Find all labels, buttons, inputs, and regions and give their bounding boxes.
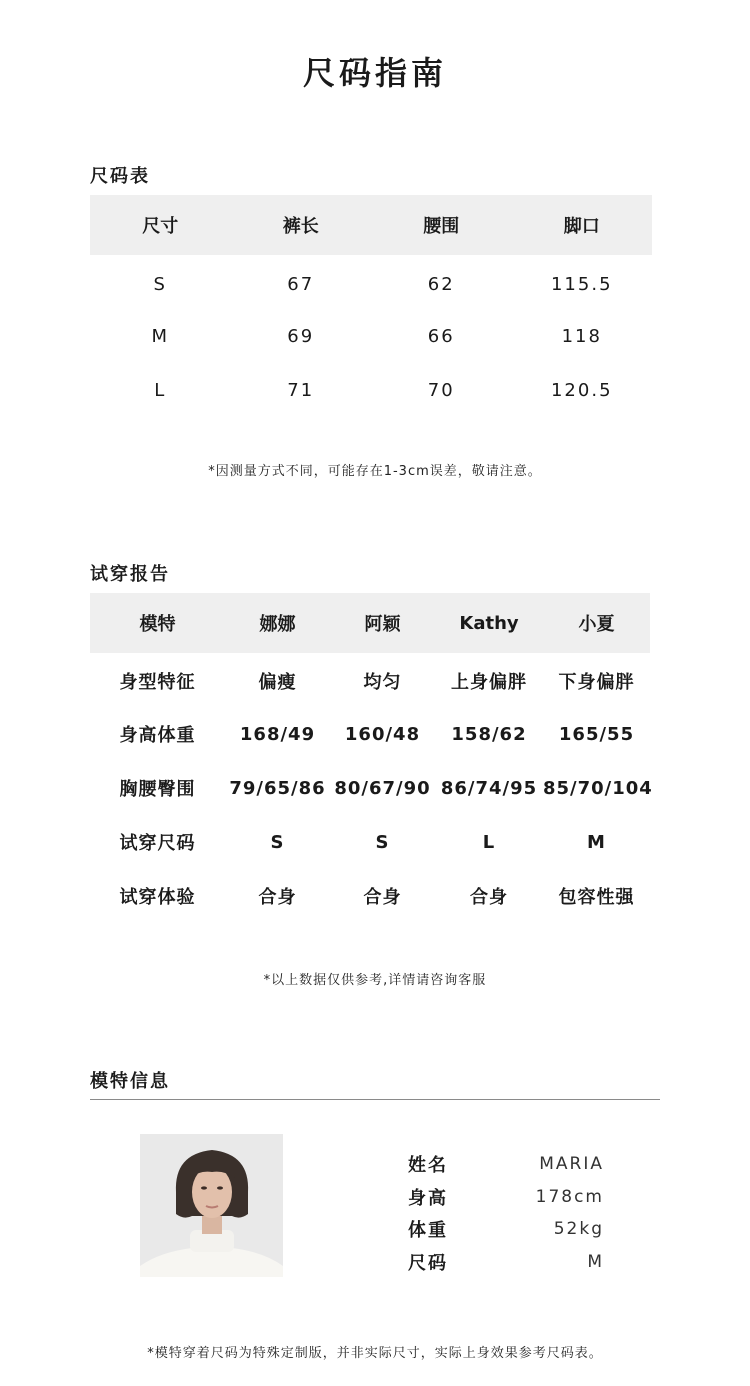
model-info-list	[408, 1148, 604, 1278]
fit-header-cell: 小夏	[578, 614, 615, 635]
page-title: 尺码指南	[302, 54, 447, 92]
table-cell: 合身	[470, 887, 508, 908]
model-info-row-height	[408, 1181, 604, 1214]
info-key: 体重	[408, 1220, 448, 1242]
info-key: 尺码	[408, 1252, 448, 1274]
table-cell: 70	[427, 379, 455, 401]
info-value: 178cm	[535, 1186, 604, 1207]
table-cell: M	[587, 831, 606, 853]
model-info-row-size	[408, 1246, 604, 1279]
table-row	[90, 707, 650, 761]
table-cell: 试穿尺码	[119, 833, 196, 854]
section-divider	[90, 1099, 660, 1100]
fit-header-cell: 娜娜	[259, 614, 296, 635]
info-key: 身高	[408, 1187, 448, 1209]
model-info-row-name	[408, 1148, 604, 1181]
table-row	[90, 869, 650, 923]
model-info-row-weight	[408, 1213, 604, 1246]
table-cell: 67	[287, 273, 315, 295]
table-cell: 85/70/104	[543, 777, 653, 799]
table-cell: 偏瘦	[258, 672, 297, 693]
table-cell: 80/67/90	[334, 777, 431, 799]
size-note: *因测量方式不同，可能存在1-3cm误差，敬请注意。	[208, 464, 542, 479]
model-section-title: 模特信息	[90, 1071, 170, 1092]
model-portrait-photo	[140, 1134, 283, 1277]
table-cell: L	[482, 831, 496, 853]
table-cell: 71	[287, 379, 315, 401]
info-value: M	[587, 1251, 604, 1272]
fit-note: *以上数据仅供参考,详情请咨询客服	[263, 973, 487, 988]
table-cell: 120.5	[550, 379, 613, 401]
table-row	[90, 815, 650, 869]
fit-header-cell: Kathy	[459, 612, 519, 634]
size-section-title: 尺码表	[90, 166, 150, 187]
info-value: MARIA	[539, 1154, 604, 1175]
table-row	[90, 653, 650, 707]
table-row	[90, 363, 652, 417]
table-cell: 身型特征	[119, 672, 196, 693]
model-note: *模特穿着尺码为特殊定制版，并非实际尺寸，实际上身效果参考尺码表。	[147, 1346, 603, 1361]
fit-header-cell: 阿颖	[364, 614, 401, 635]
size-header-cell: 腰围	[423, 216, 460, 237]
table-cell: 62	[427, 273, 455, 295]
size-table-header-row	[90, 195, 652, 255]
table-cell: S	[153, 273, 167, 295]
table-cell: 合身	[258, 887, 297, 908]
fit-header-cell: 模特	[139, 614, 176, 635]
info-value: 52kg	[553, 1219, 604, 1240]
fit-section-title: 试穿报告	[90, 564, 170, 585]
size-header-cell: 脚口	[563, 216, 600, 237]
table-cell: 168/49	[239, 723, 316, 745]
table-cell: 身高体重	[119, 725, 196, 746]
table-row	[90, 255, 652, 309]
table-cell: 下身偏胖	[558, 672, 635, 693]
table-cell: 115.5	[550, 273, 613, 295]
table-cell: 160/48	[344, 723, 421, 745]
table-cell: 165/55	[558, 723, 635, 745]
info-key: 姓名	[408, 1155, 448, 1177]
table-cell: 合身	[363, 887, 402, 908]
table-cell: 胸腰臀围	[119, 779, 196, 800]
size-header-cell: 尺寸	[142, 216, 179, 237]
table-cell: 86/74/95	[440, 777, 538, 799]
table-cell: 158/62	[451, 723, 527, 745]
table-row	[90, 761, 650, 815]
size-header-cell: 裤长	[282, 216, 319, 237]
table-cell: L	[154, 379, 167, 401]
table-cell: M	[151, 325, 170, 347]
table-cell: 试穿体验	[119, 887, 196, 908]
table-cell: S	[375, 831, 390, 853]
size-table	[90, 195, 652, 417]
table-cell: 118	[561, 325, 602, 347]
portrait-illustration	[140, 1134, 283, 1277]
table-cell: 79/65/86	[229, 777, 326, 799]
fit-report-table	[90, 593, 653, 923]
table-cell: S	[270, 831, 285, 853]
fit-table-header-row	[90, 593, 650, 653]
table-cell: 上身偏胖	[451, 672, 527, 693]
table-cell: 69	[287, 325, 315, 347]
table-cell: 均匀	[363, 672, 402, 693]
table-row	[90, 309, 652, 363]
table-cell: 包容性强	[558, 887, 635, 908]
table-cell: 66	[427, 325, 455, 347]
